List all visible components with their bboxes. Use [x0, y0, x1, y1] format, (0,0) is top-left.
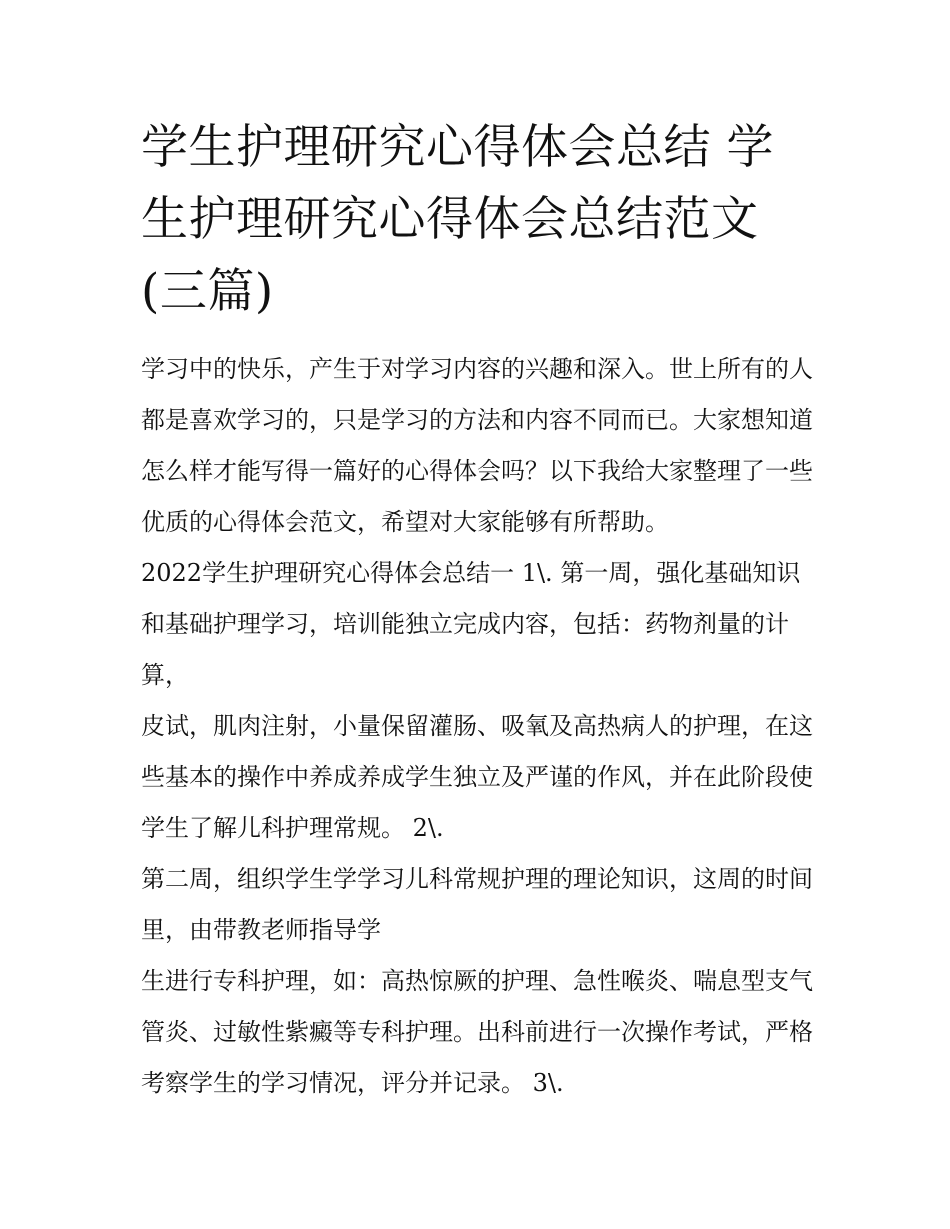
- document-body: [141, 112, 813, 1109]
- paragraph-week-two: 第二周，组织学生学学习儿科常规护理的理论知识，这周的时间里，由带教老师指导学: [141, 865, 813, 944]
- paragraph-basic-skills: 皮试，肌肉注射，小量保留灌肠、吸氧及高热病人的护理，在这些基本的操作中养成养成学生独立及严谨的作风，并在此阶段使学生了解儿科护理常规。 2\.: [141, 712, 813, 842]
- paragraph-specialty-care: 生进行专科护理，如：高热惊厥的护理、急性喉炎、喘息型支气管炎、过敏性紫癜等专科护理。出科前进行一次操作考试，严格考察学生的学习情况，评分并记录。 3\.: [141, 967, 813, 1097]
- paragraph-week-one: 2022学生护理研究心得体会总结一 1\. 第一周，强化基础知识和基础护理学习，培训能独立完成内容，包括：药物剂量的计算，: [141, 559, 801, 689]
- document-title: 学生护理研究心得体会总结 学生护理研究心得体会总结范文(三篇): [141, 120, 774, 319]
- paragraph-intro: 学习中的快乐，产生于对学习内容的兴趣和深入。世上所有的人都是喜欢学习的，只是学习的方法和内容不同而已。大家想知道怎么样才能写得一篇好的心得体会吗？以下我给大家整理了一些优质的心得体会范文，希望对大家能够有所帮助。: [141, 355, 813, 536]
